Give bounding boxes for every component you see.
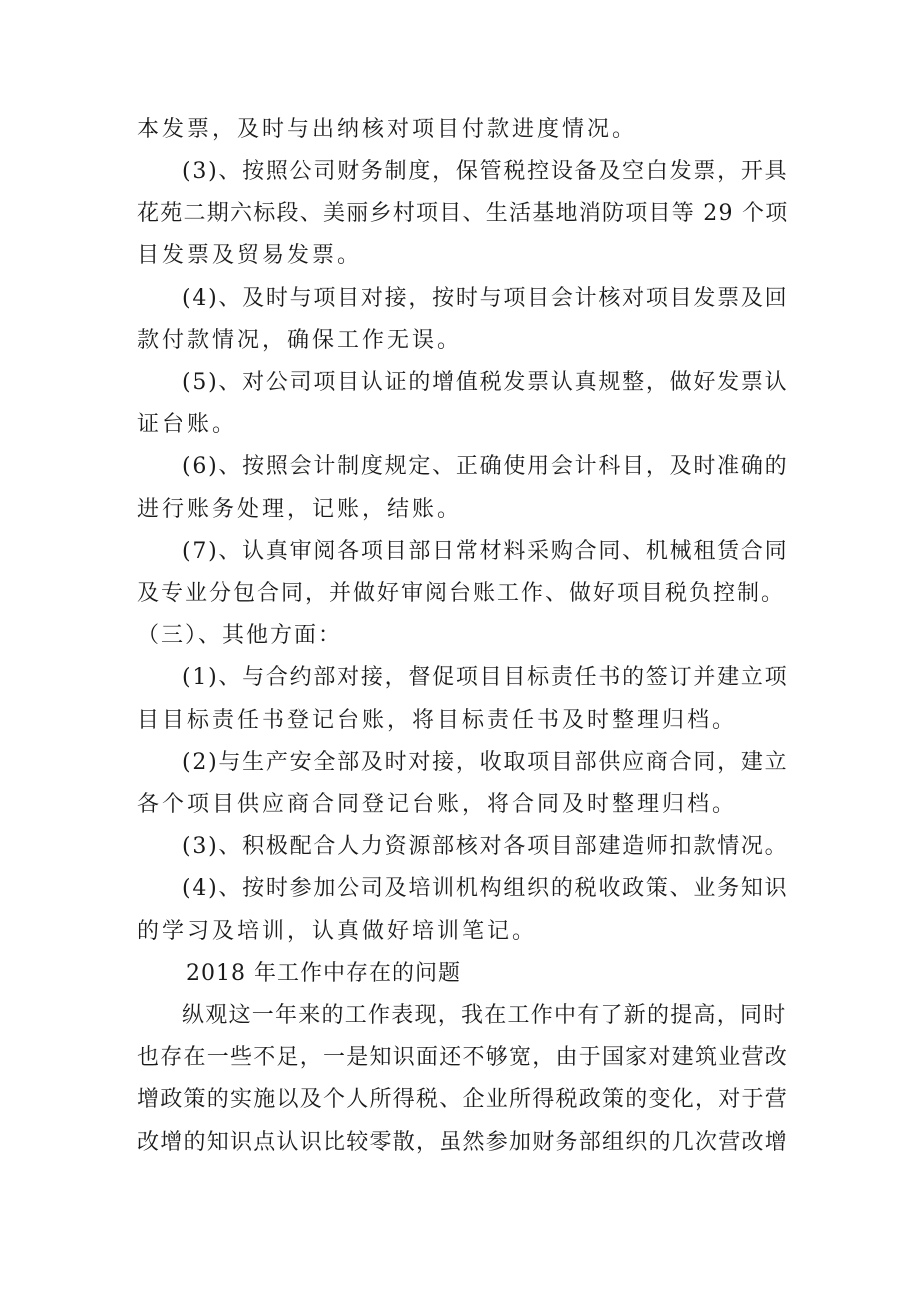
text-line: 纵观这一年来的工作表现，我在工作中有了新的提高，同时 — [182, 1003, 787, 1028]
text-line: 目目标责任书登记台账，将目标责任书及时整理归档。 — [137, 708, 738, 733]
text-line: (1)、与合约部对接，督促项目目标责任书的签订并建立项 — [182, 665, 789, 690]
text-line: (3)、按照公司财务制度，保管税控设备及空白发票，开具 — [182, 159, 789, 184]
text-line: (6)、按照会计制度规定、正确使用会计科目，及时准确的 — [182, 454, 789, 479]
section-heading: 2018 年工作中存在的问题 — [186, 961, 461, 986]
text-line: 目发票及贸易发票。 — [137, 243, 363, 268]
text-line: (4)、及时与项目对接，按时与项目会计核对项目发票及回 — [182, 286, 789, 311]
text-line: 本发票，及时与出纳核对项目付款进度情况。 — [137, 117, 638, 142]
section-heading: （三）、其他方面： — [137, 623, 343, 648]
text-line: 也存在一些不足，一是知识面还不够宽，由于国家对建筑业营改 — [137, 1045, 789, 1070]
text-line: 花苑二期六标段、美丽乡村项目、生活基地消防项目等 29 个项 — [137, 201, 789, 226]
text-line: 改增的知识点认识比较零散，虽然参加财务部组织的几次营改增 — [137, 1130, 789, 1155]
text-line: (4)、按时参加公司及培训机构组织的税收政策、业务知识 — [182, 876, 789, 901]
text-line: (2)与生产安全部及时对接，收取项目部供应商合同，建立 — [182, 750, 789, 775]
text-line: 的学习及培训，认真做好培训笔记。 — [137, 919, 538, 944]
text-line: 进行账务处理，记账，结账。 — [137, 497, 463, 522]
text-line: 证台账。 — [137, 412, 238, 437]
text-line: 款付款情况，确保工作无误。 — [137, 328, 463, 353]
text-line: (5)、对公司项目认证的增值税发票认真规整，做好发票认 — [182, 370, 789, 395]
text-line: 及专业分包合同，并做好审阅台账工作、做好项目税负控制。 — [137, 581, 786, 606]
text-line: (7)、认真审阅各项目部日常材料采购合同、机械租赁合同 — [182, 539, 789, 564]
text-line: (3)、积极配合人力资源部核对各项目部建造师扣款情况。 — [182, 834, 789, 859]
text-line: 增政策的实施以及个人所得税、企业所得税政策的变化，对于营 — [137, 1087, 789, 1112]
text-line: 各个项目供应商合同登记台账，将合同及时整理归档。 — [137, 792, 738, 817]
